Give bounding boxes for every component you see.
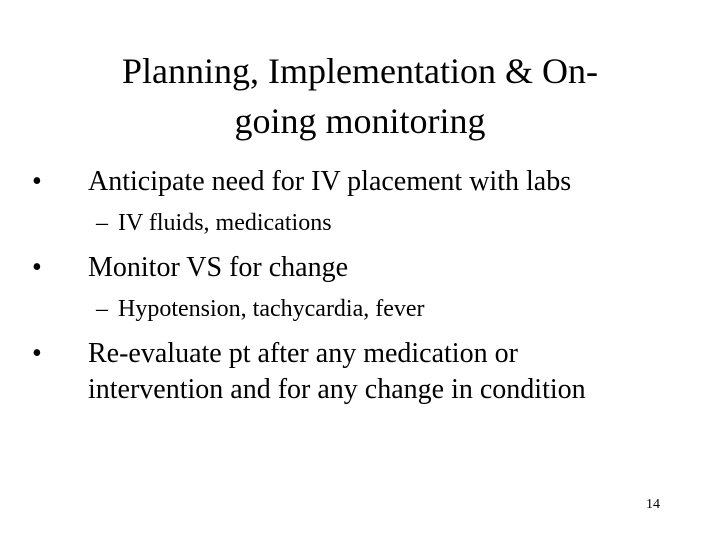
- sub-bullet-dash-icon: –: [96, 296, 108, 322]
- slide-title-line-2: going monitoring: [234, 101, 486, 141]
- bullet-dot-icon: •: [32, 252, 42, 283]
- sub-bullet-text: IV fluids, medications: [118, 210, 332, 236]
- bullet-text-line-1: Re-evaluate pt after any medication or: [88, 338, 518, 369]
- slide-title-line-1: Planning, Implementation & On-: [122, 51, 598, 91]
- sub-bullet-text: Hypotension, tachycardia, fever: [118, 296, 425, 322]
- sub-bullet-dash-icon: –: [96, 210, 108, 236]
- bullet-text: [88, 336, 688, 408]
- bullet-text-line-2: intervention and for any change in condition: [88, 374, 586, 405]
- bullet-dot-icon: •: [32, 166, 42, 197]
- bullet-text: Monitor VS for change: [88, 252, 348, 283]
- page-number: 14: [646, 497, 660, 512]
- bullet-dot-icon: •: [32, 338, 42, 369]
- bullet-text: Anticipate need for IV placement with labs: [88, 166, 572, 197]
